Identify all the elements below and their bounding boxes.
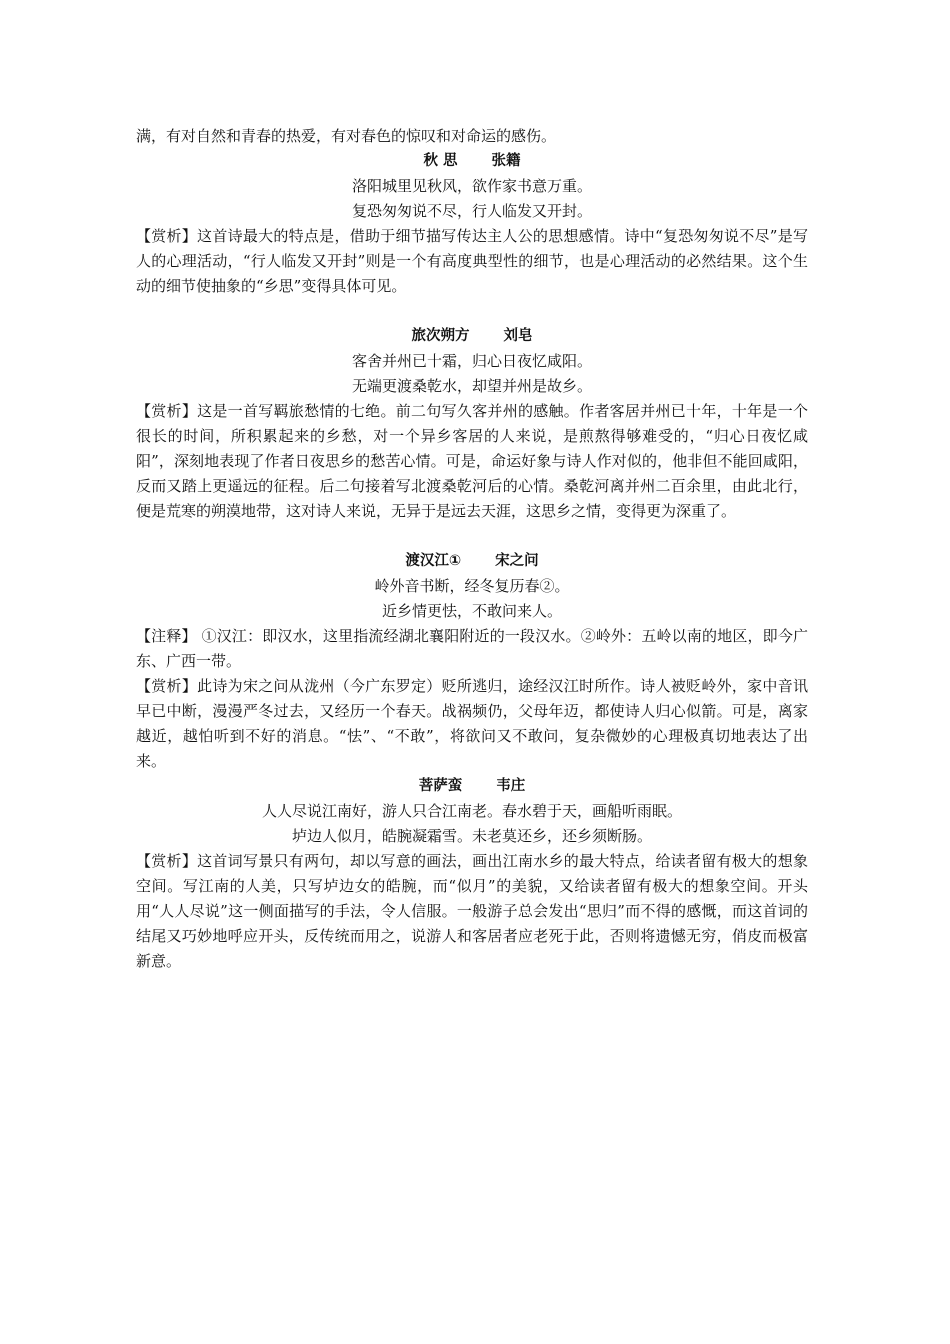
poem-verse: 人人尽说江南好，游人只合江南老。春水碧于天，画船听雨眠。 — [261, 802, 682, 820]
poem-author: 张籍 — [491, 153, 521, 169]
spacer — [136, 524, 808, 549]
document-page — [136, 124, 808, 974]
poem-title: 渡汉江① — [405, 553, 462, 569]
poem-verse: 客舍并州已十霜，归心日夜忆咸阳。 — [351, 352, 592, 370]
poem-verse: 垆边人似月，皓腕凝霜雪。未老莫还乡，还乡须断肠。 — [291, 827, 652, 845]
poem-verse: 无端更渡桑乾水，却望并州是故乡。 — [351, 377, 592, 395]
poem-title-line — [136, 149, 808, 174]
poem-title-line — [136, 549, 808, 574]
poem-verse: 复恐匆匆说不尽，行人临发又开封。 — [351, 202, 592, 220]
poem-lvci-shuofang — [136, 324, 808, 524]
poem-verse: 岭外音书断，经冬复历春②。 — [374, 577, 570, 595]
annotation-paragraph: 【注释】 ①汉江：即汉水，这里指流经湖北襄阳附近的一段汉水。②岭外：五岭以南的地区，即今广东、广西一带。 — [136, 627, 808, 670]
poem-title: 旅次朔方 — [411, 328, 470, 344]
poem-title: 秋 思 — [423, 153, 458, 169]
poem-pusaman — [136, 774, 808, 974]
appreciation-paragraph: 【赏析】这首诗最大的特点是，借助于细节描写传达主人公的思想感情。诗中“复恐匆匆说不尽”是写人的心理活动，“行人临发又开封”则是一个有高度典型性的细节，也是心理活动的必然结果。这个生动的细节使抽象的“乡思”变得具体可见。 — [136, 227, 808, 295]
appreciation-paragraph: 【赏析】这首词写景只有两句，却以写意的画法，画出江南水乡的最大特点，给读者留有极大的想象空间。写江南的人美，只写垆边女的皓腕，而“似月”的美貌，又给读者留有极大的想象空间。开头用“人人尽说”这一侧面描写的手法，令人信服。一般游子总会发出“思归”而不得的感慨，而这首词的结尾又巧妙地呼应开头，反传统而用之，说游人和客居者应老死于此，否则将遗憾无穷，俏皮而极富新意。 — [136, 852, 808, 970]
poem-qiusi — [136, 149, 808, 299]
poem-du-hanjiang — [136, 549, 808, 774]
poem-title-line — [136, 774, 808, 799]
intro-paragraph: 满，有对自然和青春的热爱，有对春色的惊叹和对命运的感伤。 — [136, 127, 557, 145]
poem-author: 宋之问 — [495, 553, 539, 569]
poem-verse: 近乡情更怯，不敢问来人。 — [381, 602, 562, 620]
appreciation-paragraph: 【赏析】此诗为宋之问从泷州（今广东罗定）贬所逃归，途经汉江时所作。诗人被贬岭外，家中音讯早已中断，漫漫严冬过去，又经历一个春天。战祸频仍，父母年迈，都使诗人归心似箭。可是，离家越近，越怕听到不好的消息。“怯”、“不敢”，将欲问又不敢问，复杂微妙的心理极真切地表达了出来。 — [136, 677, 808, 770]
spacer — [136, 299, 808, 324]
poem-title-line — [136, 324, 808, 349]
poem-author: 韦庄 — [496, 778, 526, 794]
poem-author: 刘皂 — [503, 328, 533, 344]
poem-title: 菩萨蛮 — [418, 778, 463, 794]
appreciation-paragraph: 【赏析】这是一首写羁旅愁情的七绝。前二句写久客并州的感触。作者客居并州已十年，十年是一个很长的时间，所积累起来的乡愁，对一个异乡客居的人来说，是煎熬得够难受的，“归心日夜忆咸阳”，深刻地表现了作者日夜思乡的愁苦心情。可是，命运好象与诗人作对似的，他非但不能回咸阳，反而又踏上更遥远的征程。后二句接着写北渡桑乾河后的心情。桑乾河离并州二百余里，由此北行，便是荒寒的朔漠地带，这对诗人来说，无异于是远去天涯，这思乡之情，变得更为深重了。 — [136, 402, 808, 520]
poem-verse: 洛阳城里见秋风，欲作家书意万重。 — [351, 177, 592, 195]
